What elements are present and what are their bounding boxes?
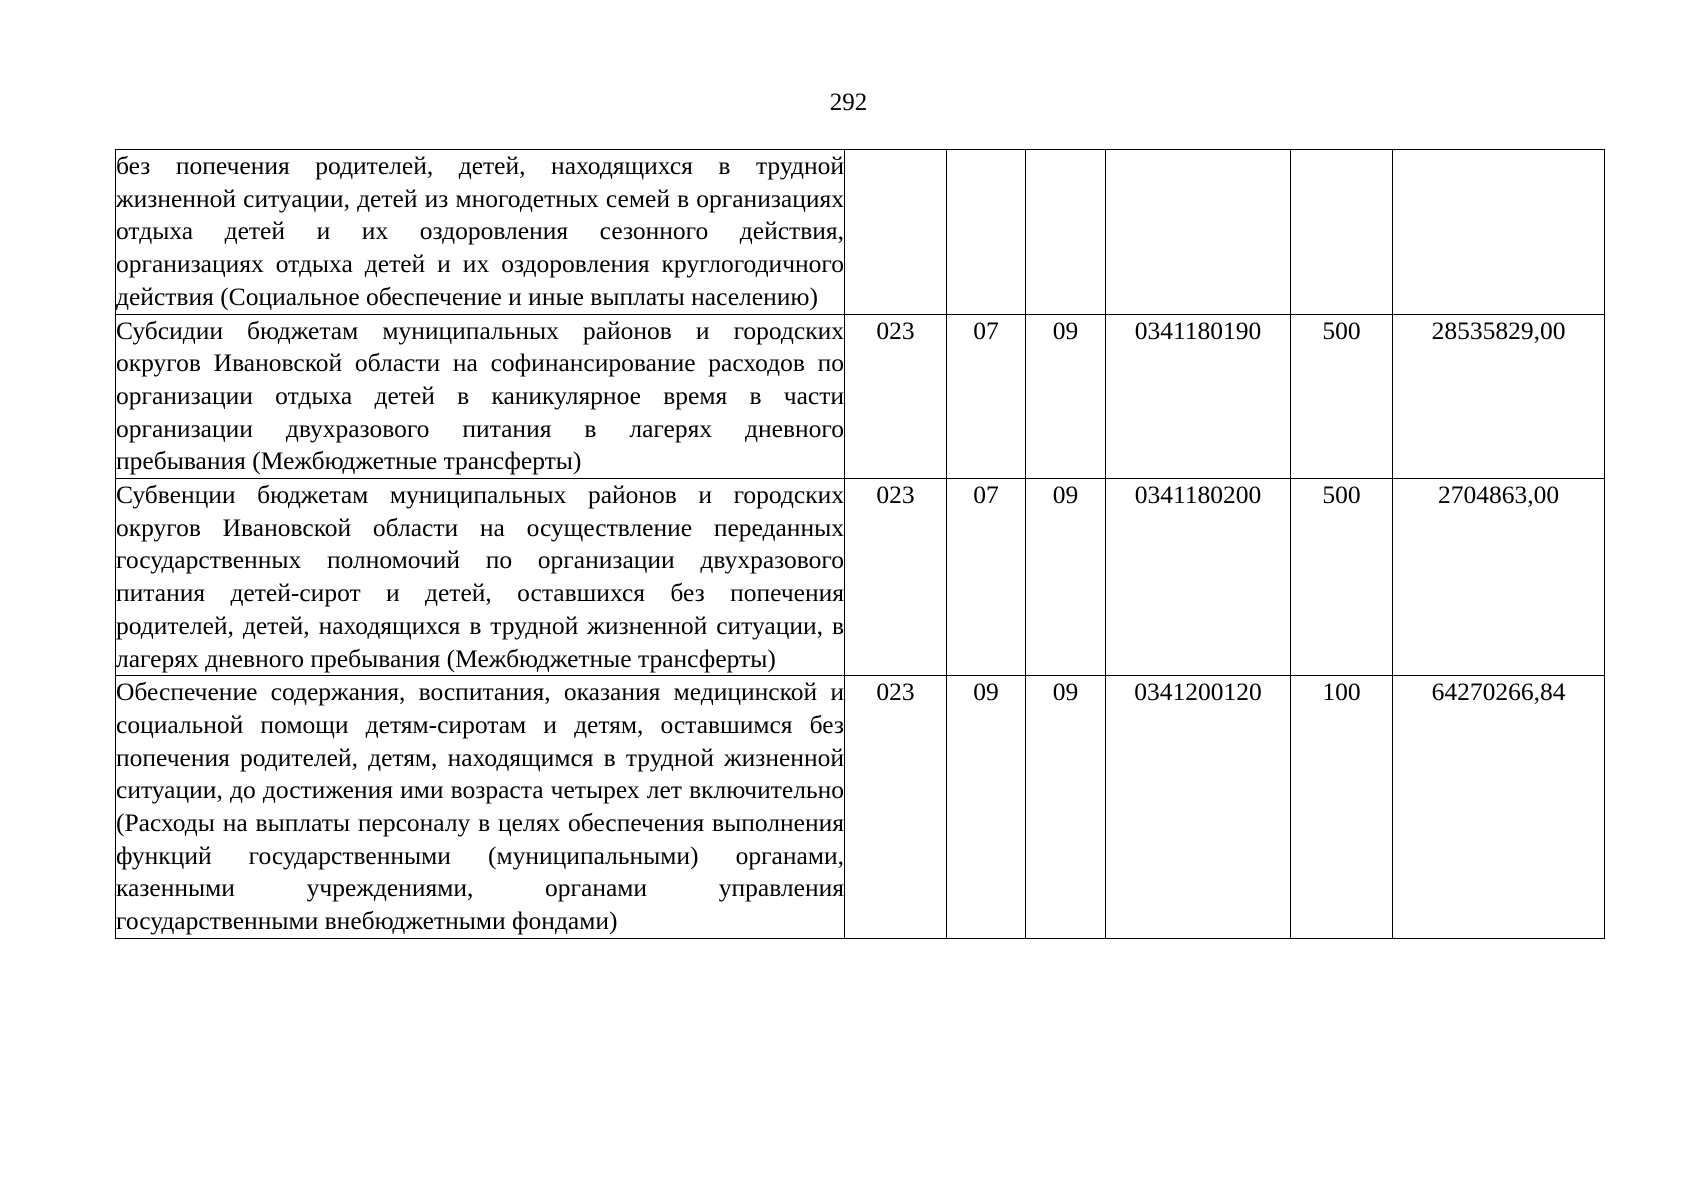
row-description: Субвенции бюджетам муниципальных районов и городских округов Ивановской области на осуществление переданных государственных полномочий по организации двухразового питания детей-сирот и детей, оставшихся без попечения родителей, детей, находящихся в трудной жизненной ситуации, в лагерях дневного пребывания (Межбюджетные трансферты) bbox=[116, 479, 845, 676]
subsection-code-cell: 09 bbox=[1026, 479, 1106, 676]
expense-type-cell: 100 bbox=[1291, 676, 1393, 939]
admin-code-cell: 023 bbox=[845, 676, 947, 939]
amount-cell bbox=[1393, 150, 1605, 315]
admin-code-cell bbox=[845, 150, 947, 315]
admin-code-cell: 023 bbox=[845, 479, 947, 676]
row-description: Субсидии бюджетам муниципальных районов и городских округов Ивановской области на софинансирование расходов по организации отдыха детей в каникулярное время в части организации двухразового питания в лагерях дневного пребывания (Межбюджетные трансферты) bbox=[116, 314, 845, 479]
target-article-cell bbox=[1106, 150, 1291, 315]
amount-cell: 64270266,84 bbox=[1393, 676, 1605, 939]
table-row bbox=[116, 150, 1605, 315]
expense-type-cell: 500 bbox=[1291, 479, 1393, 676]
admin-code-cell: 023 bbox=[845, 314, 947, 479]
page-number: 292 bbox=[829, 89, 868, 116]
section-code-cell: 09 bbox=[947, 676, 1026, 939]
row-description: без попечения родителей, детей, находящихся в трудной жизненной ситуации, детей из многодетных семей в организациях отдыха детей и их оздоровления сезонного действия, организациях отдыха детей и их оздоровления круглогодичного действия (Социальное обеспечение и иные выплаты населению) bbox=[116, 150, 845, 315]
table-row bbox=[116, 314, 1605, 479]
row-description: Обеспечение содержания, воспитания, оказания медицинской и социальной помощи детям-сиротам и детям, оставшимся без попечения родителей, детям, находящимся в трудной жизненной ситуации, до достижения ими возраста четырех лет включительно (Расходы на выплаты персоналу в целях обеспечения выполнения функций государственными (муниципальными) органами, казенными учреждениями, органами управления государственными внебюджетными фондами) bbox=[116, 676, 845, 939]
subsection-code-cell bbox=[1026, 150, 1106, 315]
subsection-code-cell: 09 bbox=[1026, 314, 1106, 479]
budget-table bbox=[115, 149, 1605, 939]
target-article-cell: 0341180190 bbox=[1106, 314, 1291, 479]
target-article-cell: 0341200120 bbox=[1106, 676, 1291, 939]
expense-type-cell: 500 bbox=[1291, 314, 1393, 479]
subsection-code-cell: 09 bbox=[1026, 676, 1106, 939]
section-code-cell: 07 bbox=[947, 479, 1026, 676]
section-code-cell bbox=[947, 150, 1026, 315]
target-article-cell: 0341180200 bbox=[1106, 479, 1291, 676]
table-row bbox=[116, 676, 1605, 939]
section-code-cell: 07 bbox=[947, 314, 1026, 479]
table-row bbox=[116, 479, 1605, 676]
expense-type-cell bbox=[1291, 150, 1393, 315]
amount-cell: 28535829,00 bbox=[1393, 314, 1605, 479]
amount-cell: 2704863,00 bbox=[1393, 479, 1605, 676]
